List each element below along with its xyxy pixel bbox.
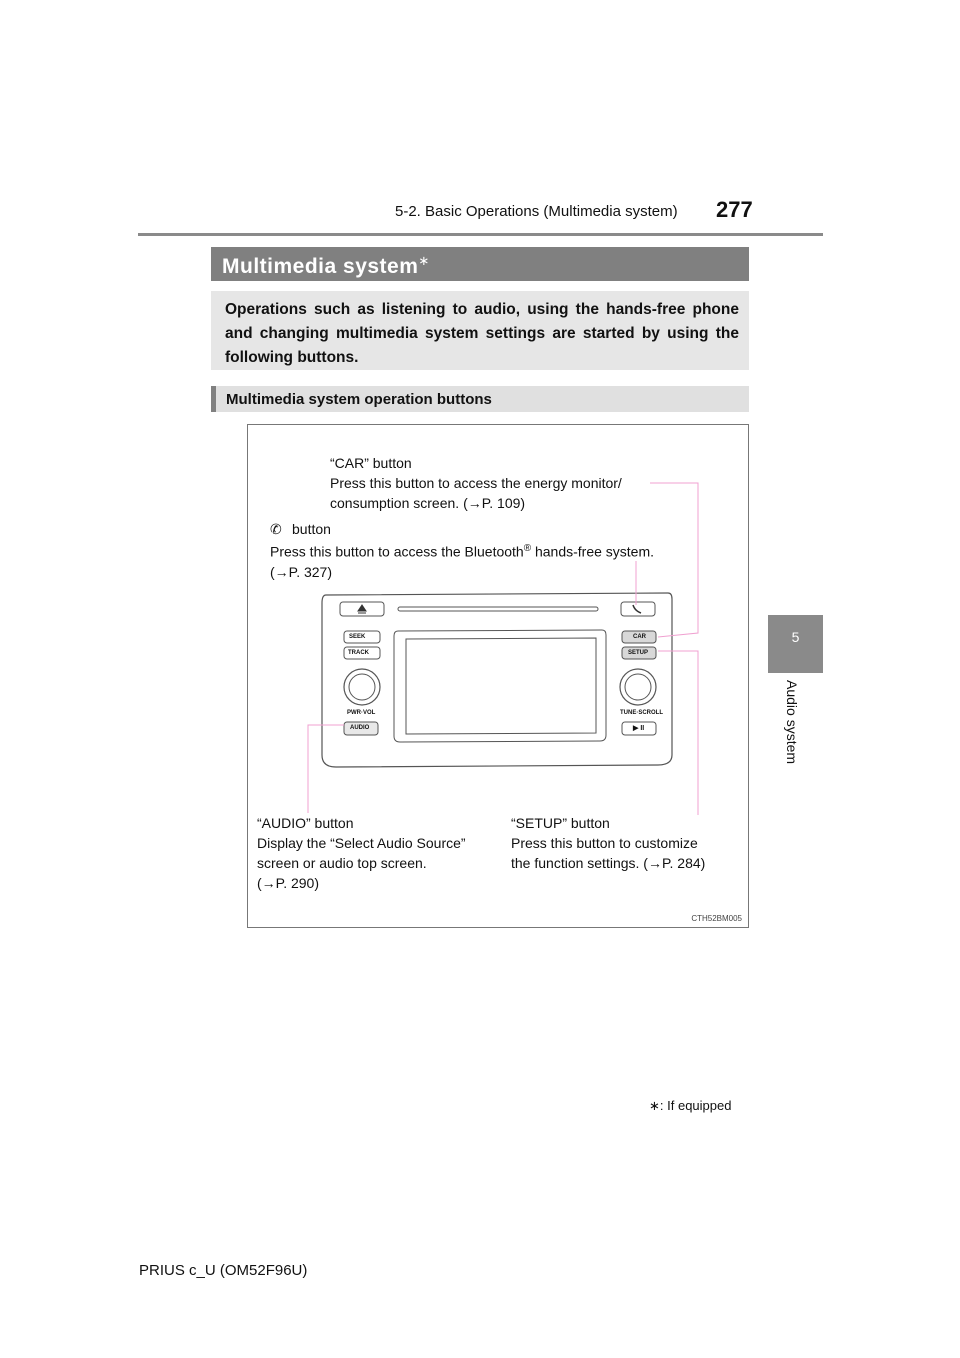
subsection-title: Multimedia system operation buttons <box>211 386 749 412</box>
phone-button-callout: ✆ button Press this button to access the Bluetooth® hands-free system. (→P. 327) <box>270 521 655 580</box>
chapter-tab: 5 <box>768 615 823 673</box>
figure-code: CTH52BM005 <box>691 914 742 923</box>
audio-button-callout: “AUDIO” button Display the “Select Audio Source” screen or audio top screen. (→P. 290) <box>257 815 466 891</box>
setup-button-callout: “SETUP” button Press this button to customize the function settings. (→P. 284) <box>511 815 706 871</box>
unit-play-pause-label: ▶ II <box>633 725 645 732</box>
section-title-bar <box>211 247 749 281</box>
figure-panel <box>247 424 749 928</box>
footnote: ∗: If equipped <box>649 1098 732 1113</box>
unit-tune-scroll-label: TUNE·SCROLL <box>620 710 663 716</box>
unit-track-label: TRACK <box>348 650 369 656</box>
unit-setup-label: SETUP <box>628 650 649 656</box>
intro-text: Operations such as listening to audio, using the hands-free phone and changing multimedia system settings are started by using the following buttons. <box>211 291 749 370</box>
running-head: 5-2. Basic Operations (Multimedia system) <box>395 203 678 220</box>
phone-icon: ✆ <box>270 521 282 537</box>
unit-audio-label: AUDIO <box>350 725 370 731</box>
phone-button-shape <box>621 602 655 616</box>
unit-seek-label: SEEK <box>349 634 366 640</box>
header-rule <box>138 233 823 236</box>
section-title: Multimedia system <box>222 255 419 278</box>
car-button-callout: “CAR” button Press this button to access the energy monitor/ consumption screen. (→P. 109) <box>330 455 622 511</box>
page-number: 277 <box>716 197 753 222</box>
unit-car-label: CAR <box>633 634 646 640</box>
if-equipped-mark: ∗ <box>418 253 430 268</box>
chapter-label: Audio system <box>784 680 800 765</box>
cd-slot <box>398 607 598 611</box>
unit-pwr-vol-label: PWR·VOL <box>347 710 376 716</box>
footer-model: PRIUS c_U (OM52F96U) <box>139 1262 308 1279</box>
